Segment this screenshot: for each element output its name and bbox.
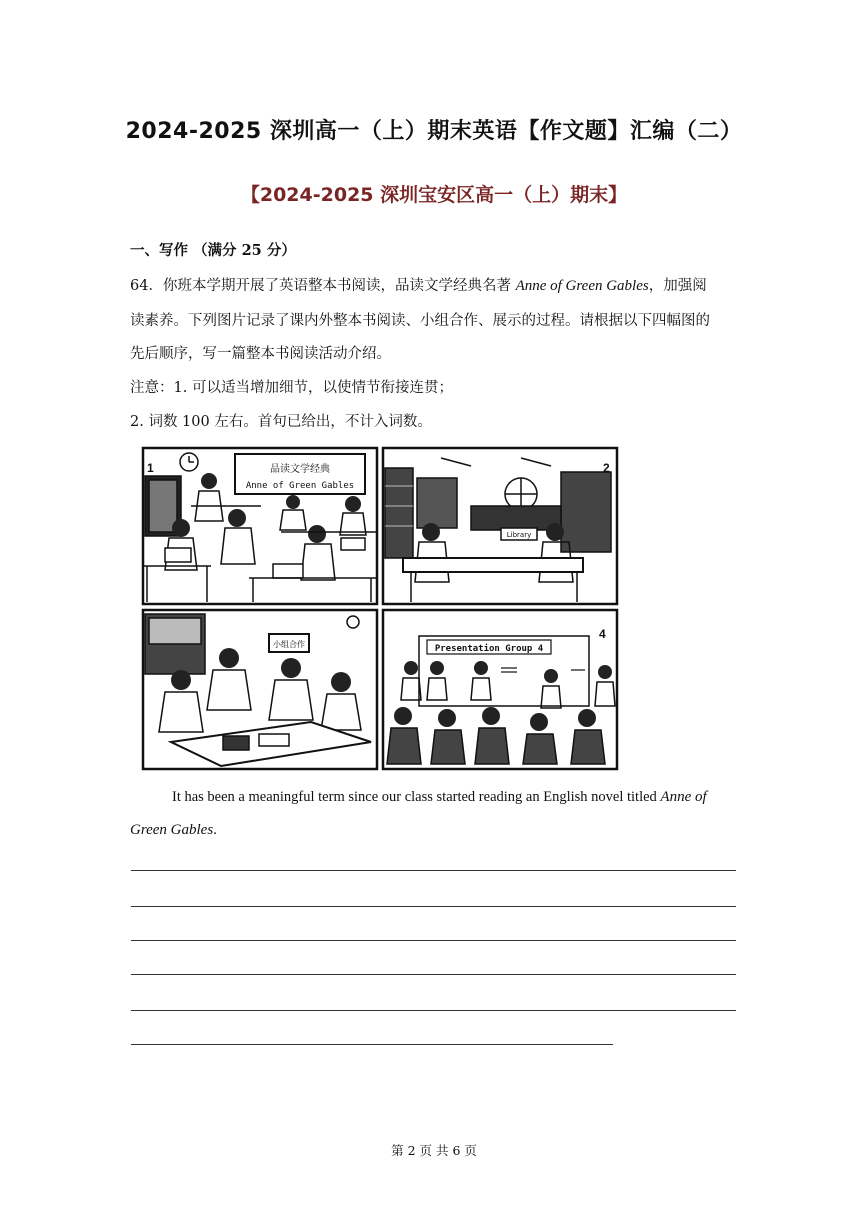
panel-4-board-title: Presentation Group 4 <box>434 644 544 654</box>
prompt-text: ，加强阅 <box>648 278 707 294</box>
question-heading: 一、写作 （满分 25 分） <box>130 242 296 259</box>
prompt-line-1 <box>130 276 707 296</box>
prompt-line-3: 先后顺序，写一篇整本书阅读活动介绍。 <box>130 346 391 362</box>
answer-line[interactable] <box>131 1044 613 1045</box>
page-footer: 第 2 页 共 6 页 <box>391 1143 477 1158</box>
opening-sentence-line-2 <box>130 822 217 839</box>
document-title: 2024-2025 深圳高一（上）期末英语【作文题】汇编（二） <box>125 119 743 144</box>
note-line-1: 注意：1. 可以适当增加细节，以使情节衔接连贯； <box>130 380 453 396</box>
panel-2-number: 2 <box>603 461 610 475</box>
answer-line[interactable] <box>131 906 736 907</box>
opening-text: . <box>213 822 217 838</box>
panel-1-board-title: 品读文学经典 <box>270 464 330 475</box>
four-panel-illustration <box>141 446 619 771</box>
section-title: 【2024-2025 深圳宝安区高一（上）期末】 <box>240 184 628 206</box>
panel-2-library-sign: Library <box>506 531 532 539</box>
answer-line[interactable] <box>131 870 736 871</box>
prompt-line-2: 读素养。下列图片记录了课内外整本书阅读、小组合作、展示的过程。请根据以下四幅图的 <box>130 313 710 329</box>
answer-line[interactable] <box>131 940 736 941</box>
novel-title: Green Gables <box>130 822 214 838</box>
panel-1-number: 1 <box>147 461 154 475</box>
panel-3-group-sign: 小组合作 <box>273 640 305 649</box>
novel-title: Anne of <box>660 789 707 805</box>
panel-4-number: 4 <box>599 627 606 641</box>
prompt-text: 64．你班本学期开展了英语整本书阅读，品读文学经典名著 <box>130 278 516 294</box>
opening-sentence-line-1 <box>172 789 707 806</box>
panel-1-board-subtitle: Anne of Green Gables <box>245 481 355 491</box>
opening-text: It has been a meaningful term since our class started reading an English novel titled <box>172 789 661 805</box>
answer-line[interactable] <box>131 974 736 975</box>
answer-line[interactable] <box>131 1010 736 1011</box>
note-line-2: 2. 词数 100 左右。首句已给出，不计入词数。 <box>130 414 432 430</box>
novel-title: Anne of Green Gables <box>515 278 649 294</box>
